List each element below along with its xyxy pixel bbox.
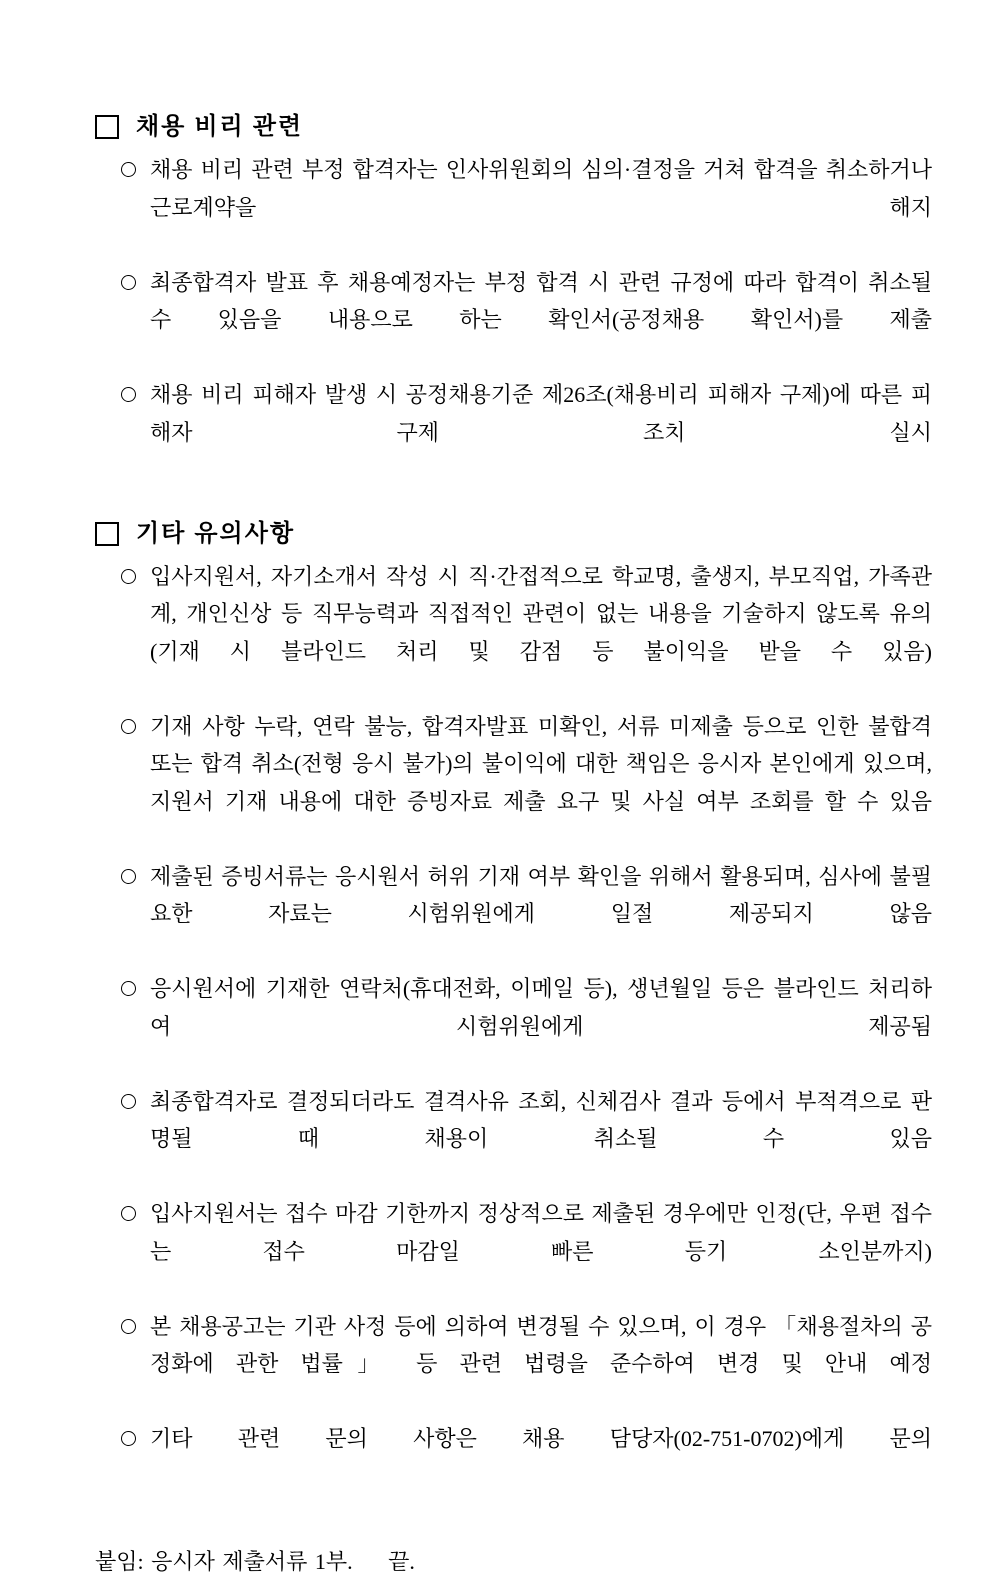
attachment-note <box>95 1547 932 1577</box>
circle-outline-icon <box>121 275 136 290</box>
circle-outline-icon <box>121 1319 136 1334</box>
section-other-notices <box>95 519 932 1496</box>
section-title: 채용 비리 관련 <box>136 114 304 140</box>
circle-outline-icon <box>121 1431 136 1446</box>
list-item <box>121 970 932 1083</box>
list-item <box>121 376 932 489</box>
item-text: 최종합격자 발표 후 채용예정자는 부정 합격 시 관련 규정에 따라 합격이 취소될 수 있음을 내용으로 하는 확인서(공정채용 확인서)를 제출 <box>150 269 932 332</box>
list-item <box>121 858 932 971</box>
circle-outline-icon <box>121 162 136 177</box>
attachment-text: 붙임: 응시자 제출서류 1부. <box>95 1549 353 1574</box>
item-text: 입사지원서, 자기소개서 작성 시 직·간접적으로 학교명, 출생지, 부모직업, 가족관계, 개인신상 등 직무능력과 직접적인 관련이 없는 내용을 기술하지 않도록 유의(기재 시 블라인드 처리 및 감점 등 불이익을 받을 수 있음) <box>150 563 932 664</box>
bullet-list <box>95 558 932 1496</box>
item-text: 최종합격자로 결정되더라도 결격사유 조회, 신체검사 결과 등에서 부적격으로 판명될 때 채용이 취소될 수 있음 <box>150 1088 932 1151</box>
circle-outline-icon <box>121 869 136 884</box>
circle-outline-icon <box>121 1206 136 1221</box>
section-heading <box>95 112 932 142</box>
item-text: 본 채용공고는 기관 사정 등에 의하여 변경될 수 있으며, 이 경우 「채용절차의 공정화에 관한 법률」 등 관련 법령을 준수하여 변경 및 안내 예정 <box>150 1313 932 1376</box>
list-item <box>121 264 932 377</box>
section-hiring-corruption <box>95 112 932 489</box>
section-heading <box>95 519 932 549</box>
list-item <box>121 1083 932 1196</box>
circle-outline-icon <box>121 719 136 734</box>
list-item <box>121 708 932 858</box>
list-item <box>121 1195 932 1308</box>
item-text: 채용 비리 피해자 발생 시 공정채용기준 제26조(채용비리 피해자 구제)에 따른 피해자 구제 조치 실시 <box>150 382 932 445</box>
item-text: 제출된 증빙서류는 응시원서 허위 기재 여부 확인을 위해서 활용되며, 심사에 불필요한 자료는 시험위원에게 일절 제공되지 않음 <box>150 863 932 926</box>
item-text: 기재 사항 누락, 연락 불능, 합격자발표 미확인, 서류 미제출 등으로 인한 불합격 또는 합격 취소(전형 응시 불가)의 불이익에 대한 책임은 응시자 본인에게 있으며, 지원서 기재 내용에 대한 증빙자료 제출 요구 및 사실 여부 조회를 할 수 있음 <box>150 713 932 814</box>
circle-outline-icon <box>121 1094 136 1109</box>
list-item <box>121 1420 932 1495</box>
list-item <box>121 151 932 264</box>
end-mark: 끝. <box>388 1549 415 1574</box>
item-text: 입사지원서는 접수 마감 기한까지 정상적으로 제출된 경우에만 인정(단, 우편 접수는 접수 마감일 빠른 등기 소인분까지) <box>150 1201 932 1264</box>
bullet-list <box>95 151 932 489</box>
list-item <box>121 558 932 708</box>
item-text: 응시원서에 기재한 연락처(휴대전화, 이메일 등), 생년월일 등은 블라인드 처리하여 시험위원에게 제공됨 <box>150 976 932 1039</box>
circle-outline-icon <box>121 569 136 584</box>
list-item <box>121 1308 932 1421</box>
section-title: 기타 유의사항 <box>136 520 296 547</box>
item-text: 기타 관련 문의 사항은 채용 담당자(02-751-0702)에게 문의 <box>150 1426 932 1451</box>
circle-outline-icon <box>121 387 136 402</box>
item-text: 채용 비리 관련 부정 합격자는 인사위원회의 심의·결정을 거쳐 합격을 취소하거나 근로계약을 해지 <box>150 157 932 220</box>
square-outline-icon <box>95 522 119 546</box>
square-outline-icon <box>95 115 119 139</box>
circle-outline-icon <box>121 981 136 996</box>
